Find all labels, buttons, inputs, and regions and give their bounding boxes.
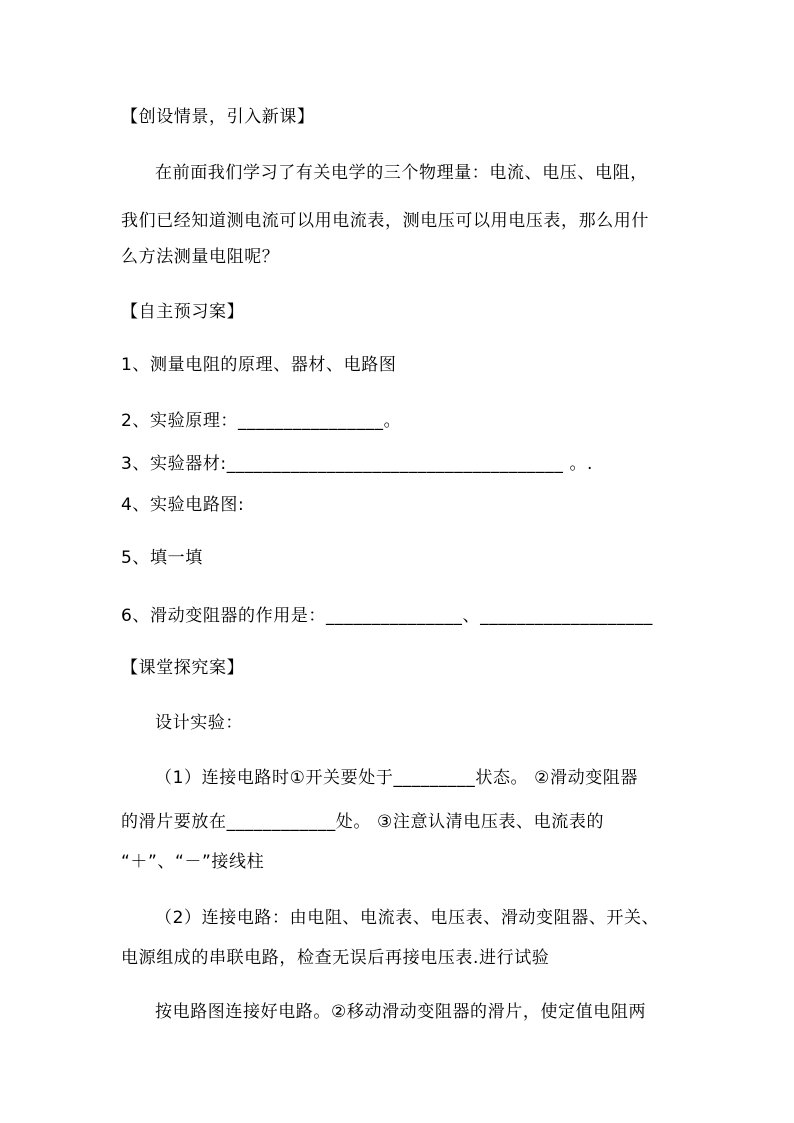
preview-item-4: 4、实验电路图: <box>121 495 245 515</box>
section-heading-class: 【课堂探究案】 <box>121 658 245 678</box>
step2-line-1: （2）连接电路：由电阻、电流表、电压表、滑动变阻器、开关、 <box>155 908 660 928</box>
step1-line-3: “＋”、“－”接线柱 <box>121 852 265 872</box>
section-heading-intro: 【创设情景，引入新课】 <box>121 107 315 127</box>
preview-item-5: 5、填一填 <box>121 548 203 568</box>
step1-line-1: （1）连接电路时①开关要处于_________状态。 ②滑动变阻器 <box>155 768 638 788</box>
preview-item-1: 1、测量电阻的原理、器材、电路图 <box>121 355 397 375</box>
section-heading-preview: 【自主预习案】 <box>121 302 245 322</box>
preview-item-2: 2、实验原理：________________。 <box>121 411 402 431</box>
design-experiment-label: 设计实验： <box>155 713 243 733</box>
preview-item-3: 3、实验器材:_____________________________________ 。. <box>121 454 594 474</box>
preview-item-6: 6、滑动变阻器的作用是：_______________、___________________ <box>121 606 654 626</box>
step2-line-2: 电源组成的串联电路，检查无误后再接电压表.进行试验 <box>121 948 550 968</box>
step1-line-2: 的滑片要放在____________处。 ③注意认清电压表、电流表的 <box>121 812 605 832</box>
intro-paragraph-line-3: 么方法测量电阻呢？ <box>121 247 280 267</box>
intro-paragraph-line-1: 在前面我们学习了有关电学的三个物理量：电流、电压、电阻， <box>155 163 648 183</box>
step3-line-1: 按电路图连接好电路。②移动滑动变阻器的滑片，使定值电阻两 <box>155 1002 647 1022</box>
intro-paragraph-line-2: 我们已经知道测电流可以用电流表，测电压可以用电压表，那么用什 <box>121 211 649 231</box>
